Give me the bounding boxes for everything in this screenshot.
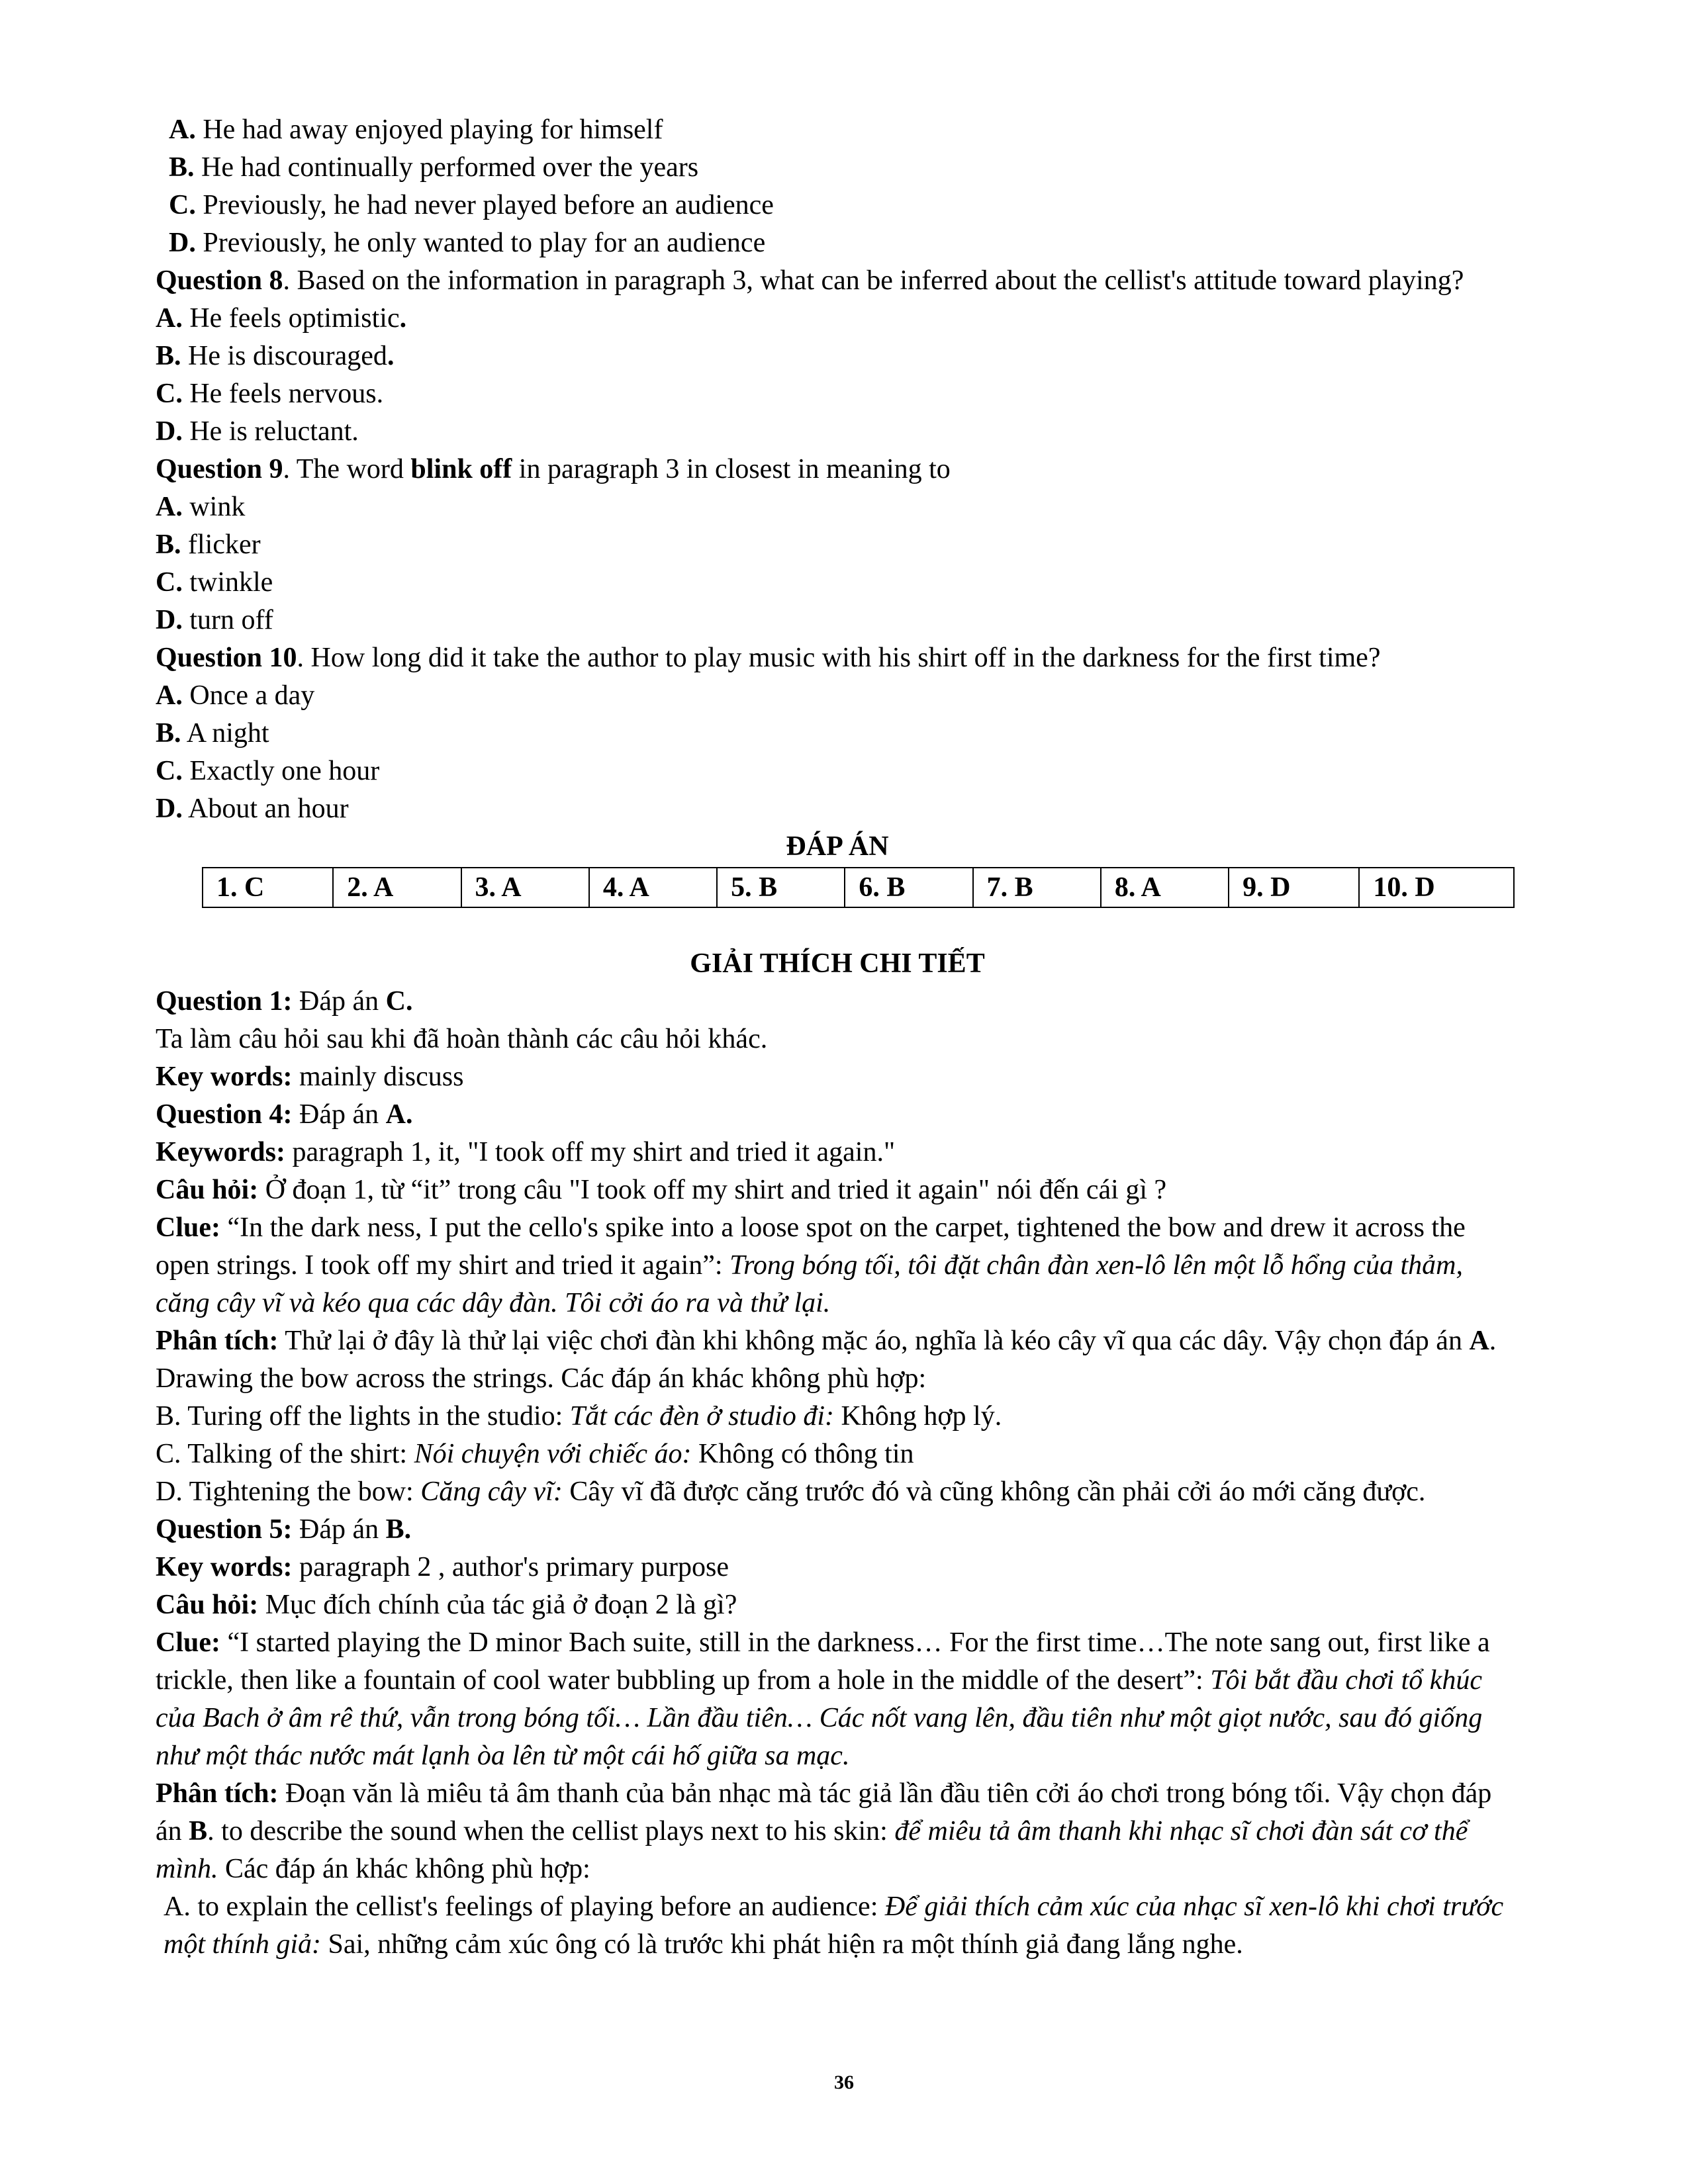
explain-q5-analysis: Phân tích: Đoạn văn là miêu tả âm thanh của bản nhạc mà tác giả lần đầu tiên cởi áo chơi trong bóng tối. Vậy chọn đáp án B. to describe the sound when the cellist plays next to his skin: để miêu tả âm thanh khi nhạc sĩ chơi đàn sát cơ thể mình. Các đáp án khác không phù hợp: (156, 1778, 1492, 1884)
q9-option-c: C. twinkle (156, 567, 273, 598)
page-number: 36 (834, 2071, 854, 2093)
q10-option-a: A. Once a day (156, 680, 315, 711)
q10-option-d: D. About an hour (156, 794, 349, 824)
q8-option-b: B. He is discouraged. (156, 341, 395, 371)
explain-q5-question: Câu hỏi: Mục đích chính của tác giả ở đoạn 2 là gì? (156, 1590, 737, 1620)
question-10: Question 10. How long did it take the author to play music with his shirt off in the darkness for the first time? (156, 643, 1381, 673)
explain-q4-heading: Question 4: Đáp án A. (156, 1099, 413, 1130)
answer-cell: 5. B (717, 868, 845, 907)
answer-key-title: ĐÁP ÁN (786, 831, 889, 862)
question-8: Question 8. Based on the information in paragraph 3, what can be inferred about the cellist's attitude toward playing? (156, 265, 1464, 296)
q8-option-d: D. He is reluctant. (156, 416, 359, 447)
explain-q5-clue: Clue: “I started playing the D minor Bach suite, still in the darkness… For the first time…The note sang out, first like a trickle, then like a fountain of cool water bubbling up from a hole in the middle of the desert”: Tôi bắt đầu chơi tổ khúc của Bach ở âm rê thứ, vẫn trong bóng tối… Lần đầu tiên… Các nốt vang lên, đầu tiên như một giọt nước, sau đó giống như một thác nước mát lạnh òa lên từ một cái hố giữa sa mạc. (156, 1627, 1490, 1771)
answer-cell: 6. B (845, 868, 972, 907)
q8-option-c: C. He feels nervous. (156, 379, 384, 409)
explain-q4-option-b: B. Turing off the lights in the studio: Tắt các đèn ở studio đi: Không hợp lý. (156, 1401, 1002, 1432)
explain-q4-analysis: Phân tích: Thử lại ở đây là thử lại việc chơi đàn khi không mặc áo, nghĩa là kéo cây vĩ qua các dây. Vậy chọn đáp án A. Drawing the bow across the strings. Các đáp án khác không phù hợp: (156, 1326, 1497, 1394)
explain-q4-clue: Clue: “In the dark ness, I put the cello's spike into a loose spot on the carpet, tightened the bow and drew it across the open strings. I took off my shirt and tried it again”: Trong bóng tối, tôi đặt chân đàn xen-lô lên một lỗ hổng của thảm, căng cây vĩ và kéo qua các dây đàn. Tôi cởi áo ra và thử lại. (156, 1212, 1466, 1318)
q7-option-b: B. He had continually performed over the years (169, 152, 699, 183)
q9-option-d: D. turn off (156, 605, 273, 635)
answer-cell: 10. D (1359, 868, 1514, 907)
q7-option-c: C. Previously, he had never played before an audience (169, 190, 774, 220)
explain-q4-option-c: C. Talking of the shirt: Nói chuyện với chiếc áo: Không có thông tin (156, 1439, 914, 1469)
answer-cell: 8. A (1101, 868, 1229, 907)
explain-q1-heading: Question 1: Đáp án C. (156, 986, 413, 1017)
explain-q5-keywords: Key words: paragraph 2 , author's primary purpose (156, 1552, 729, 1582)
explain-q4-keywords: Keywords: paragraph 1, it, "I took off my shirt and tried it again." (156, 1137, 896, 1167)
q8-option-a: A. He feels optimistic. (156, 303, 407, 334)
explanation-title: GIẢI THÍCH CHI TIẾT (690, 948, 985, 979)
answer-cell: 2. A (333, 868, 461, 907)
explain-q4-option-d: D. Tightening the bow: Căng cây vĩ: Cây vĩ đã được căng trước đó và cũng không cần phải cởi áo mới căng được. (156, 1477, 1426, 1507)
q9-option-a: A. wink (156, 492, 246, 522)
answer-cell: 9. D (1229, 868, 1359, 907)
explain-q4-question: Câu hỏi: Ở đoạn 1, từ “it” trong câu "I took off my shirt and tried it again" nói đến cái gì ? (156, 1175, 1167, 1205)
q7-option-a: A. He had away enjoyed playing for himself (169, 114, 663, 145)
explain-q1-keywords: Key words: mainly discuss (156, 1062, 464, 1092)
answer-cell: 4. A (589, 868, 717, 907)
q10-option-c: C. Exactly one hour (156, 756, 380, 786)
answer-cell: 7. B (973, 868, 1101, 907)
explain-q1-note: Ta làm câu hỏi sau khi đã hoàn thành các câu hỏi khác. (156, 1024, 768, 1054)
explain-q5-heading: Question 5: Đáp án B. (156, 1514, 412, 1545)
document-page (156, 111, 1519, 1964)
q7-option-d: D. Previously, he only wanted to play for an audience (169, 228, 766, 258)
q10-option-b: B. A night (156, 718, 269, 749)
answer-cell: 1. C (203, 868, 333, 907)
answer-cell: 3. A (461, 868, 589, 907)
question-9: Question 9. The word blink off in paragraph 3 in closest in meaning to (156, 454, 951, 484)
q9-option-b: B. flicker (156, 529, 261, 560)
answer-key-table (202, 867, 1515, 908)
explain-q5-option-a: A. to explain the cellist's feelings of playing before an audience: Để giải thích cảm xúc của nhạc sĩ xen-lô khi chơi trước một thính giả: Sai, những cảm xúc ông có là trước khi phát hiện ra một thính giả đang lắng nghe. (164, 1891, 1504, 1960)
